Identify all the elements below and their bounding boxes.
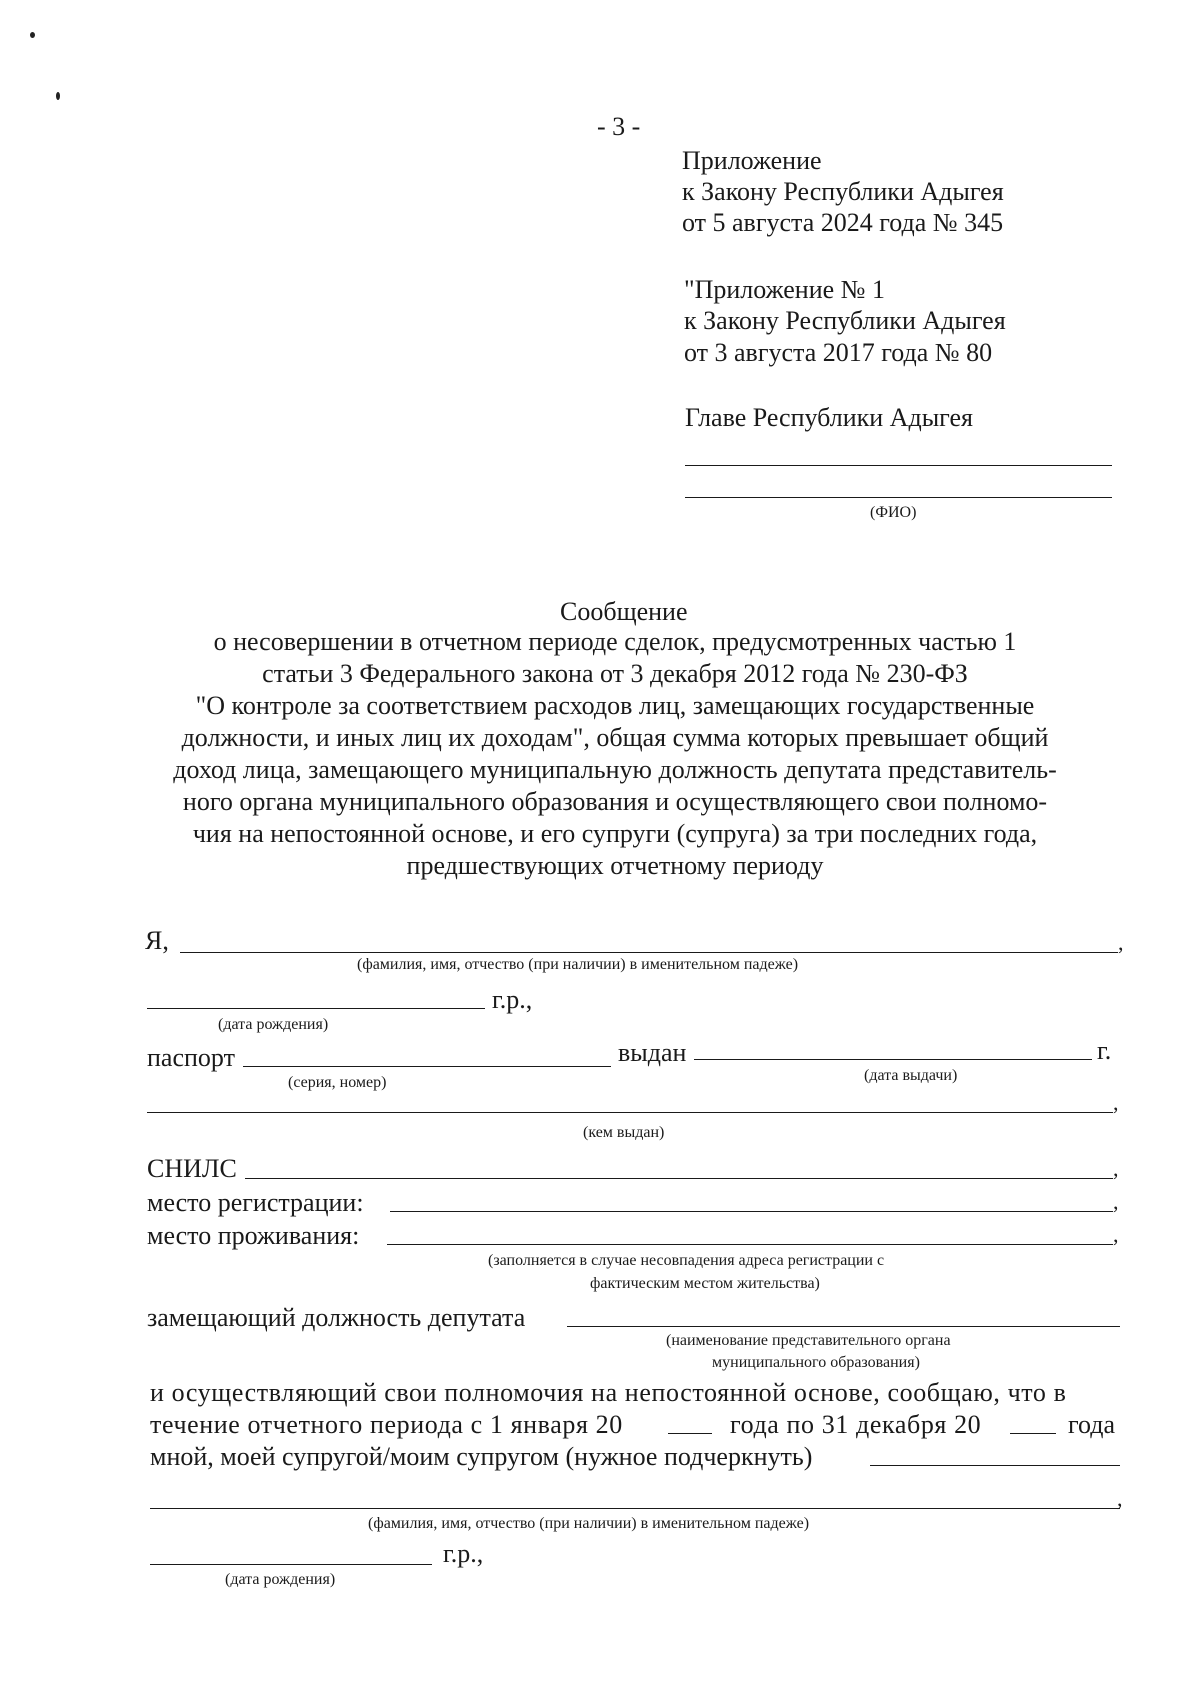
year-suffix: г. — [1097, 1036, 1112, 1065]
birth-date-caption: (дата рождения) — [218, 1016, 329, 1033]
comma-mark: , — [1113, 1090, 1119, 1115]
title-line: предшествующих отчетному периоду — [406, 851, 824, 880]
spouse-birth-date-field[interactable] — [150, 1564, 432, 1565]
title-line: доход лица, замещающего муниципальную должность депутата представитель- — [173, 755, 1057, 784]
comma-mark: , — [1118, 930, 1124, 955]
spouse-birth-date-caption: (дата рождения) — [225, 1571, 336, 1588]
addressee-line-1[interactable] — [685, 465, 1112, 466]
statement-line-part: года — [1068, 1410, 1116, 1439]
appendix-line: "Приложение № 1 — [684, 275, 885, 304]
deputy-label: замещающий должность депутата — [147, 1303, 526, 1332]
appendix-line: к Закону Республики Адыгея — [682, 177, 1004, 206]
comma-mark: , — [1117, 1486, 1123, 1511]
issued-label: выдан — [618, 1038, 687, 1067]
spouse-gr-label: г.р., — [443, 1539, 484, 1568]
appendix-line: Приложение — [682, 146, 822, 175]
registration-field[interactable] — [390, 1211, 1113, 1212]
title-line: "О контроле за соответствием расходов лиц, замещающих государственные — [195, 691, 1035, 720]
registration-label: место регистрации: — [147, 1188, 364, 1217]
addressee-line-2[interactable] — [685, 497, 1112, 498]
comma-mark: , — [1113, 1222, 1119, 1247]
appendix-line: от 5 августа 2024 года № 345 — [682, 208, 1004, 237]
appendix-line: от 3 августа 2017 года № 80 — [684, 338, 993, 367]
comma-mark: , — [1113, 1156, 1119, 1181]
appendix-line: к Закону Республики Адыгея — [684, 306, 1006, 335]
title-line: ного органа муниципального образования и осуществляющего свои полномо- — [182, 787, 1048, 816]
organ-caption: (наименование представительного органа — [666, 1332, 951, 1349]
issue-date-field[interactable] — [694, 1059, 1092, 1060]
title-line: чия на непостоянной основе, и его супруги (супруга) за три последних года, — [192, 819, 1038, 848]
snils-label: СНИЛС — [147, 1154, 237, 1183]
gr-label: г.р., — [492, 985, 533, 1014]
i-label: Я, — [145, 926, 169, 955]
scan-speck — [30, 32, 35, 38]
statement-line-part: года по 31 декабря 20 — [730, 1410, 982, 1439]
title-heading: Сообщение — [560, 597, 688, 626]
addressee: Главе Республики Адыгея — [685, 403, 973, 432]
birth-date-field[interactable] — [147, 1008, 485, 1009]
passport-series-field[interactable] — [243, 1066, 611, 1067]
comma-mark: , — [1113, 1189, 1119, 1214]
page-number: - 3 - — [597, 112, 641, 141]
residence-label: место проживания: — [147, 1221, 360, 1250]
title-line: о несовершении в отчетном периоде сделок, предусмотренных частью 1 — [213, 627, 1017, 656]
spouse-name-caption: (фамилия, имя, отчество (при наличии) в именительном падеже) — [368, 1515, 810, 1532]
title-line: должности, и иных лиц их доходам", общая сумма которых превышает общий — [181, 723, 1049, 752]
passport-label: паспорт — [147, 1043, 235, 1072]
organ-caption: муниципального образования) — [712, 1354, 920, 1371]
statement-line-part: течение отчетного периода с 1 января 20 — [150, 1410, 623, 1439]
issued-by-field[interactable] — [147, 1112, 1113, 1113]
end-year-field[interactable] — [1010, 1433, 1056, 1434]
passport-series-caption: (серия, номер) — [288, 1074, 387, 1091]
residence-caption: (заполняется в случае несовпадения адреса регистрации с — [488, 1252, 885, 1269]
representative-organ-field[interactable] — [567, 1326, 1120, 1327]
title-line: статьи 3 Федерального закона от 3 декабря 2012 года № 230-ФЗ — [262, 659, 968, 688]
full-name-caption: (фамилия, имя, отчество (при наличии) в именительном падеже) — [357, 956, 799, 973]
full-name-field[interactable] — [180, 952, 1118, 953]
residence-caption: фактическим местом жительства) — [590, 1275, 820, 1292]
residence-field[interactable] — [387, 1244, 1113, 1245]
statement-line: и осуществляющий свои полномочия на непостоянной основе, сообщаю, что в — [150, 1378, 1067, 1407]
start-year-field[interactable] — [668, 1433, 712, 1434]
snils-field[interactable] — [245, 1178, 1113, 1179]
deals-by-field[interactable] — [870, 1465, 1120, 1466]
fio-caption: (ФИО) — [870, 504, 917, 521]
spouse-name-field[interactable] — [150, 1508, 1120, 1509]
scan-speck — [56, 92, 60, 100]
issued-by-caption: (кем выдан) — [583, 1124, 665, 1141]
statement-line: мной, моей супругой/моим супругом (нужное подчеркнуть) — [150, 1442, 813, 1471]
issue-date-caption: (дата выдачи) — [864, 1067, 958, 1084]
